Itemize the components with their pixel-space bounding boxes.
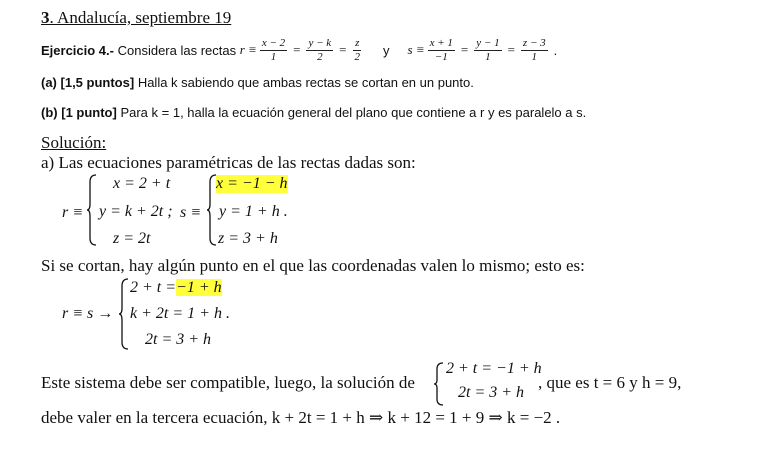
compatibility-text-before: Este sistema debe ser compatible, luego, la solución de (41, 373, 415, 392)
r-fraction-2: $\frac{y - k}{2}$ (308, 36, 332, 63)
part-b-points: [1 punto] (61, 105, 117, 120)
part-a-text: Halla k sabiendo que ambas rectas se cortan en un punto. (137, 75, 474, 90)
rs-eq-3: 2t = 3 + h (145, 331, 212, 348)
conjunction: y (383, 42, 390, 58)
rs-system-label: r ≡ s → (62, 305, 114, 322)
s-fraction-2: $\frac{y - 1}{1}$ (476, 36, 500, 63)
line-r-symbol: r ≡ (239, 42, 257, 57)
exercise-statement: Ejercicio 4.- Considera las rectas r ≡ $\frac{x - 2}{1}$ = $\frac{y - k}{2}$ = $\frac{z}{2}$ y s ≡ $\frac{x + 1}{-1}$ = $\frac{y - 1}{1}$ = $\frac{z - 3}{1}$ . (41, 36, 558, 63)
final-conclusion: debe valer en la tercera ecuación, k + 2t = 1 + h ⇒ k + 12 = 1 + 9 ⇒ k = −2 . (41, 408, 561, 427)
exercise-label: Ejercicio 4.- (41, 42, 114, 58)
s-fraction-1: $\frac{x + 1}{-1}$ (429, 36, 453, 63)
r-eq-y: y = k + 2t ; (99, 203, 173, 220)
r-system-label: r ≡ (62, 204, 84, 221)
s-fraction-3: $\frac{z - 3}{1}$ (522, 36, 546, 63)
part-a-statement (41, 75, 474, 90)
solution-a-intro: a) Las ecuaciones paramétricas de las rectas dadas son: (41, 153, 416, 172)
s-eq-x-highlighted: x = −1 − h (216, 175, 288, 192)
s-system-label: s ≡ (180, 204, 202, 221)
problem-title (41, 8, 231, 28)
solution-heading: Solución: (41, 133, 107, 152)
line-s-symbol: s ≡ (407, 42, 425, 57)
rs-brace-icon (118, 278, 130, 350)
rs-eq-1-highlight: −1 + h (176, 279, 222, 296)
r-eq-x: x = 2 + t (113, 175, 171, 192)
exercise-intro: Considera las rectas (117, 42, 237, 58)
compat-brace-icon (433, 362, 445, 406)
part-b-text: Para k = 1, halla la ecuación general del plano que contiene a r y es paralelo a s. (120, 105, 587, 120)
r-fraction-1: $\frac{x - 2}{1}$ (261, 36, 286, 63)
part-a-label: (a) (41, 75, 57, 90)
problem-title-text: . Andalucía, septiembre 19 (49, 8, 232, 27)
s-eq-y: y = 1 + h . (219, 203, 288, 220)
problem-number: 3 (41, 8, 50, 27)
part-b-statement (41, 105, 586, 120)
s-eq-z: z = 3 + h (218, 230, 278, 247)
compat-eq-1: 2 + t = −1 + h (446, 360, 542, 377)
compatibility-text-after: , que es t = 6 y h = 9, (538, 373, 682, 392)
rs-eq-1: 2 + t =−1 + h (130, 279, 222, 296)
part-b-label: (b) (41, 105, 58, 120)
rs-eq-2: k + 2t = 1 + h . (130, 305, 230, 322)
compat-eq-2: 2t = 3 + h (458, 384, 525, 401)
part-a-points: [1,5 puntos] (60, 75, 135, 90)
r-brace-icon (86, 174, 98, 246)
intersection-text: Si se cortan, hay algún punto en el que las coordenadas valen lo mismo; esto es: (41, 256, 585, 275)
r-eq-z: z = 2t (113, 230, 151, 247)
r-fraction-3: $\frac{z}{2}$ (354, 36, 361, 63)
